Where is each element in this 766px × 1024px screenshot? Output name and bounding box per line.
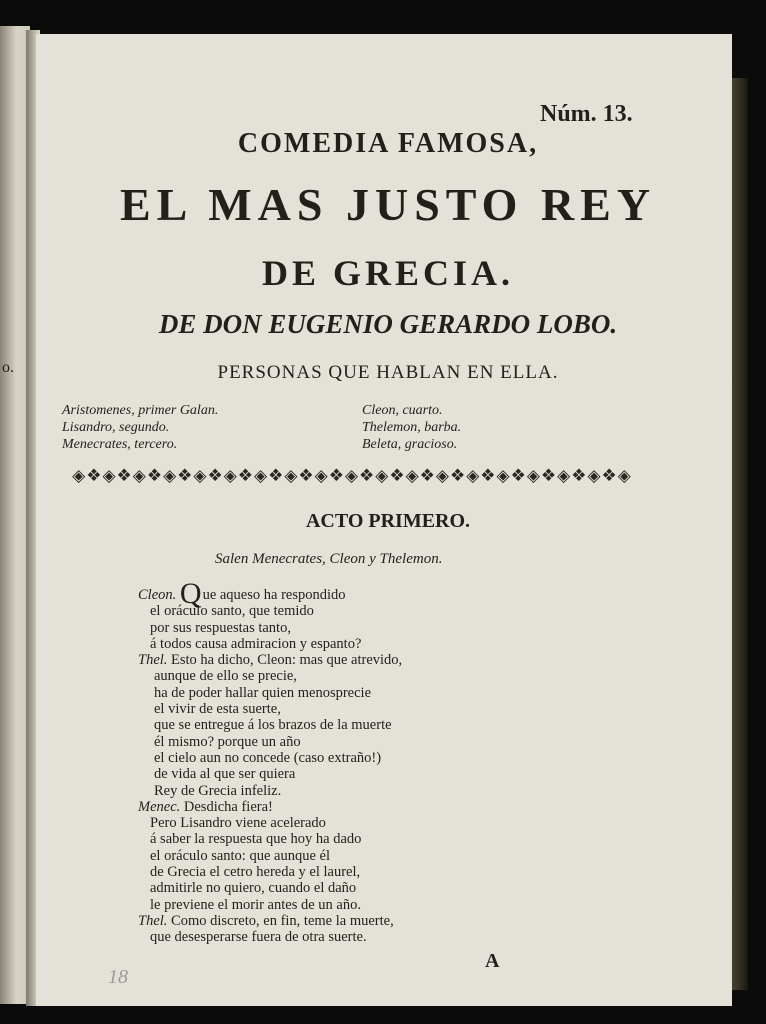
title-sub: DE GRECIA. [261, 253, 515, 293]
persona-entry: Menecrates, tercero. [62, 437, 178, 452]
verse-line [138, 783, 402, 799]
verse-text: Rey de Grecia infeliz. [154, 782, 282, 799]
verse-line [138, 897, 402, 913]
verse-text: el oráculo santo, que temido [150, 603, 314, 620]
verse-line [138, 685, 402, 701]
verse-text: á todos causa admiracion y espanto? [150, 635, 362, 652]
verse-text: Esto ha dicho, Cleon: mas que atrevido, [171, 652, 403, 669]
persona-entry: Beleta, gracioso. [362, 437, 458, 452]
verse-line [138, 652, 402, 668]
persona-entry: Thelemon, barba. [362, 420, 462, 435]
verse-text: le previene el morir antes de un año. [150, 896, 361, 913]
verse-line [138, 799, 402, 815]
persona-entry: Cleon, cuarto. [362, 403, 443, 418]
facing-page-mark: o. [2, 359, 14, 376]
verse-line [138, 913, 402, 929]
verse-line [138, 848, 402, 864]
verse-line [138, 815, 402, 831]
verse-text: de vida al que ser quiera [154, 766, 296, 783]
dialog-block [138, 577, 403, 946]
verse-text: de Grecia el cetro hereda y el laurel, [150, 864, 361, 881]
verse-text: ha de poder hallar quien menosprecie [154, 684, 372, 701]
verse-line [138, 864, 402, 880]
signature-mark: A [485, 950, 500, 972]
drop-cap: Q [179, 577, 202, 610]
verse-text: Pero Lisandro viene acelerado [150, 815, 326, 832]
verse-text: que desesperarse fuera de otra suerte. [150, 929, 367, 946]
verse-text: él mismo? porque un año [154, 733, 301, 750]
verse-text: por sus respuestas tanto, [150, 619, 291, 636]
verse-line [138, 734, 402, 750]
verse-text: que se entregue á los brazos de la muerte [154, 717, 392, 734]
speaker-label: Thel. [138, 652, 168, 669]
verse-text: admitirle no quiero, cuando el daño [150, 880, 357, 897]
act-heading: ACTO PRIMERO. [305, 510, 471, 532]
speaker-label: Cleon. [138, 587, 177, 603]
verse-line [138, 831, 402, 847]
verse-line [138, 636, 402, 652]
verse-line [138, 668, 402, 684]
verse-line [138, 717, 402, 733]
verse-line [138, 603, 402, 619]
speaker-label: Menec. [138, 798, 181, 815]
verse-text: ue aqueso ha respondido [202, 587, 346, 603]
stage-direction: Salen Menecrates, Cleon y Thelemon. [215, 551, 443, 567]
personas-heading: PERSONAS QUE HABLAN EN ELLA. [217, 362, 559, 383]
verse-text: Desdicha fiera! [183, 798, 273, 815]
pencil-annotation: 18 [108, 966, 128, 988]
personas-column-left [62, 402, 218, 453]
verse-text: el vivir de esta suerte, [154, 701, 281, 718]
verse-line [138, 880, 402, 896]
persona-entry: Lisandro, segundo. [62, 420, 170, 435]
author-line: DE DON EUGENIO GERARDO LOBO. [158, 309, 618, 339]
verse-line [138, 577, 402, 610]
verse-text: Como discreto, en fin, teme la muerte, [171, 912, 394, 929]
verse-line [138, 766, 402, 782]
verse-line [138, 750, 402, 766]
issue-number: Núm. 13. [540, 101, 633, 127]
personas-column-right [362, 402, 461, 453]
verse-line [138, 929, 402, 945]
speaker-label: Thel. [138, 912, 168, 929]
verse-text: á saber la respuesta que hoy ha dado [150, 831, 362, 848]
verse-line [138, 620, 402, 636]
verse-line [138, 701, 402, 717]
verse-text: el oráculo santo: que aunque él [150, 847, 330, 864]
title-main: EL MAS JUSTO REY [119, 179, 657, 230]
verse-text: el cielo aun no concede (caso extraño!) [154, 749, 382, 766]
genre-heading: COMEDIA FAMOSA, [237, 128, 539, 159]
ornamental-divider: ◈❖◈❖◈❖◈❖◈❖◈❖◈❖◈❖◈❖◈❖◈❖◈❖◈❖◈❖◈❖◈❖◈❖◈❖◈ [72, 466, 632, 485]
verse-text: aunque de ello se precie, [154, 668, 297, 685]
persona-entry: Aristomenes, primer Galan. [62, 403, 219, 418]
